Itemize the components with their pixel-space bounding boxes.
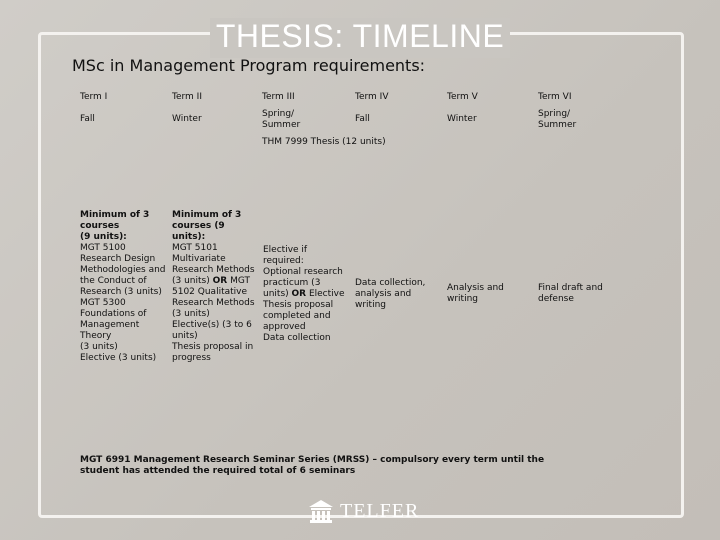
- term-header-6: Term VI: [538, 92, 572, 102]
- term2-requirements: [172, 210, 262, 364]
- term-header-3: Term III: [262, 92, 295, 102]
- term2-body-b: MGT 5102 Qualitative Research Methods (3 units) Elective(s) (3 to 6 units) Thesis proposal in progress: [172, 276, 255, 363]
- slide-subtitle: MSc in Management Program requirements:: [72, 56, 426, 75]
- term-header-5: Term V: [447, 92, 478, 102]
- logo-text: TELFER: [340, 499, 420, 522]
- term5-requirements: Analysis and writing: [447, 283, 504, 304]
- season-2: Winter: [172, 114, 202, 124]
- term2-or: OR: [212, 276, 228, 286]
- term4-requirements: Data collection, analysis and writing: [355, 278, 426, 310]
- thesis-label: THM 7999 Thesis (12 units): [262, 137, 386, 147]
- term-header-1: Term I: [80, 92, 108, 102]
- building-icon: [308, 498, 334, 524]
- term3-or: OR: [291, 289, 307, 299]
- telfer-logo: [308, 498, 419, 524]
- season-4: Fall: [355, 114, 370, 124]
- term1-body: MGT 5100 Research Design Methodologies and the Conduct of Research (3 units) MGT 5300 Foundations of Management Theory (3 units) Elective (3 units): [80, 243, 166, 363]
- term-header-2: Term II: [172, 92, 202, 102]
- term3-requirements: [263, 245, 353, 344]
- slide-title: THESIS: TIMELINE: [215, 18, 505, 54]
- mrss-footer-note: MGT 6991 Management Research Seminar Series (MRSS) – compulsory every term until the student has attended the required total of 6 seminars: [80, 455, 545, 476]
- term1-requirements: [80, 210, 170, 364]
- season-5: Winter: [447, 114, 477, 124]
- season-3: Spring/ Summer: [262, 109, 301, 130]
- term2-body-a: MGT 5101 Multivariate Research Methods (3 units): [172, 243, 255, 286]
- term-header-4: Term IV: [355, 92, 389, 102]
- season-1: Fall: [80, 114, 95, 124]
- term6-requirements: Final draft and defense: [538, 283, 603, 304]
- term1-heading: Minimum of 3 courses (9 units):: [80, 210, 150, 242]
- term3-body-a: Elective if required: Optional research practicum (3 units): [263, 245, 343, 299]
- season-6: Spring/ Summer: [538, 109, 577, 130]
- term3-body-b: Elective Thesis proposal completed and approved Data collection: [263, 289, 345, 343]
- term2-heading: Minimum of 3 courses (9 units):: [172, 210, 242, 242]
